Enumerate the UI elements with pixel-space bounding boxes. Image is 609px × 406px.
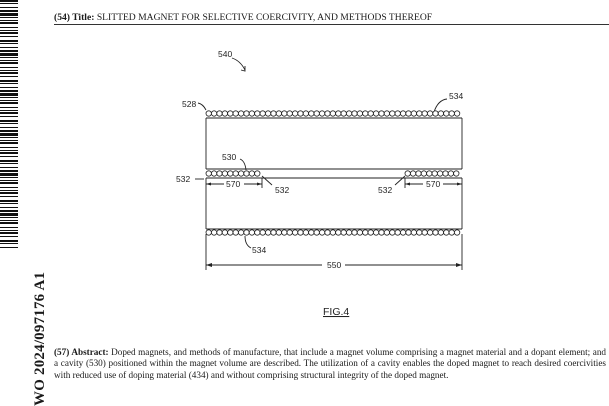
magnetic-bead bbox=[357, 230, 362, 235]
header-rule bbox=[54, 24, 609, 25]
magnetic-bead bbox=[282, 230, 287, 235]
barcode-bar bbox=[0, 60, 18, 61]
barcode-bar bbox=[0, 13, 18, 16]
barcode-bar bbox=[0, 187, 18, 188]
magnetic-bead bbox=[363, 111, 368, 116]
label-534-bottom: 534 bbox=[252, 245, 267, 255]
barcode-bar bbox=[0, 30, 18, 31]
magnetic-bead bbox=[406, 111, 411, 116]
magnetic-bead bbox=[314, 230, 319, 235]
barcode-bar bbox=[0, 83, 18, 84]
barcode-bar bbox=[0, 90, 18, 92]
barcode-bar bbox=[0, 220, 18, 221]
barcode-bar bbox=[0, 80, 18, 82]
magnetic-bead bbox=[390, 230, 395, 235]
barcode-bar bbox=[0, 230, 18, 231]
barcode bbox=[0, 0, 24, 248]
magnetic-bead bbox=[422, 111, 427, 116]
barcode-bar bbox=[0, 22, 18, 24]
magnetic-bead bbox=[454, 230, 459, 235]
barcode-bar bbox=[0, 72, 18, 74]
magnetic-bead bbox=[298, 230, 303, 235]
magnetic-bead bbox=[454, 111, 459, 116]
barcode-bar bbox=[0, 130, 18, 132]
barcode-bar bbox=[0, 53, 18, 56]
barcode-bar bbox=[0, 70, 18, 71]
magnetic-bead bbox=[432, 171, 437, 176]
magnetic-bead bbox=[265, 111, 270, 116]
dim-570-right-arrow-a bbox=[405, 183, 410, 186]
magnetic-bead bbox=[325, 111, 330, 116]
title-line bbox=[54, 12, 432, 23]
barcode-bar bbox=[0, 152, 18, 154]
magnetic-bead bbox=[319, 230, 324, 235]
magnetic-bead bbox=[346, 230, 351, 235]
barcode-bar bbox=[0, 232, 18, 234]
barcode-bar bbox=[0, 3, 18, 4]
magnetic-bead bbox=[341, 230, 346, 235]
barcode-bar bbox=[0, 100, 18, 101]
barcode-bar bbox=[0, 142, 18, 144]
dim-570-left-arrow-b bbox=[257, 183, 262, 186]
magnetic-bead bbox=[444, 111, 449, 116]
magnetic-bead bbox=[292, 230, 297, 235]
barcode-bar bbox=[0, 156, 18, 157]
barcode-bar bbox=[0, 76, 18, 77]
magnetic-bead bbox=[222, 171, 227, 176]
magnetic-bead bbox=[211, 171, 216, 176]
magnetic-bead bbox=[395, 230, 400, 235]
magnetic-bead bbox=[443, 171, 448, 176]
magnetic-bead bbox=[427, 171, 432, 176]
magnetic-bead bbox=[249, 111, 254, 116]
magnetic-bead bbox=[336, 230, 341, 235]
dim-550-arrow-left bbox=[206, 263, 212, 267]
bead-row-top bbox=[206, 111, 460, 116]
barcode-bar bbox=[0, 93, 18, 96]
barcode-bar bbox=[0, 107, 18, 108]
barcode-bar bbox=[0, 137, 18, 138]
magnetic-bead bbox=[433, 111, 438, 116]
magnetic-bead bbox=[390, 111, 395, 116]
magnetic-bead bbox=[449, 230, 454, 235]
magnetic-bead bbox=[217, 230, 222, 235]
dim-550-arrow-right bbox=[456, 263, 462, 267]
barcode-bar bbox=[0, 217, 18, 218]
magnetic-bead bbox=[395, 111, 400, 116]
magnetic-bead bbox=[255, 111, 260, 116]
magnetic-bead bbox=[379, 111, 384, 116]
magnetic-bead bbox=[228, 171, 233, 176]
title-code: (54) Title: bbox=[54, 12, 95, 23]
magnetic-bead bbox=[384, 111, 389, 116]
magnetic-bead bbox=[373, 111, 378, 116]
magnetic-bead bbox=[448, 171, 453, 176]
magnetic-bead bbox=[244, 171, 249, 176]
barcode-bar bbox=[0, 20, 18, 21]
barcode-bar bbox=[0, 0, 18, 2]
magnetic-bead bbox=[271, 230, 276, 235]
magnetic-bead bbox=[346, 111, 351, 116]
magnetic-bead bbox=[319, 111, 324, 116]
magnetic-bead bbox=[287, 230, 292, 235]
magnetic-bead bbox=[222, 230, 227, 235]
barcode-bar bbox=[0, 123, 18, 124]
barcode-bar bbox=[0, 110, 18, 111]
barcode-bar bbox=[0, 147, 18, 148]
dim-570-left-arrow-a bbox=[206, 183, 211, 186]
barcode-bar bbox=[0, 227, 18, 228]
barcode-bar bbox=[0, 47, 18, 48]
magnetic-bead bbox=[244, 111, 249, 116]
barcode-bar bbox=[0, 177, 18, 178]
magnetic-bead bbox=[211, 230, 216, 235]
arrow-540 bbox=[232, 58, 245, 70]
magnetic-bead bbox=[292, 111, 297, 116]
magnetic-bead bbox=[309, 230, 314, 235]
barcode-graphic bbox=[0, 0, 24, 248]
magnetic-bead bbox=[417, 111, 422, 116]
barcode-bar bbox=[0, 236, 18, 237]
magnetic-bead bbox=[314, 111, 319, 116]
magnetic-bead bbox=[309, 111, 314, 116]
magnetic-bead bbox=[454, 171, 459, 176]
magnetic-bead bbox=[368, 230, 373, 235]
barcode-bar bbox=[0, 10, 18, 12]
barcode-bar bbox=[0, 170, 18, 172]
magnetic-bead bbox=[422, 230, 427, 235]
magnetic-bead bbox=[341, 111, 346, 116]
label-532-left: 532 bbox=[176, 174, 191, 184]
barcode-bar bbox=[0, 32, 18, 34]
magnetic-bead bbox=[363, 230, 368, 235]
bead-row-slit-left bbox=[206, 171, 260, 176]
barcode-bar bbox=[0, 210, 18, 212]
barcode-bar bbox=[0, 43, 18, 44]
magnetic-bead bbox=[416, 171, 421, 176]
figure-caption: FIG.4 bbox=[323, 306, 350, 318]
barcode-bar bbox=[0, 50, 18, 52]
leader-528 bbox=[198, 103, 206, 110]
label-530: 530 bbox=[222, 152, 237, 162]
magnetic-bead bbox=[276, 111, 281, 116]
barcode-bar bbox=[0, 240, 18, 242]
magnetic-bead bbox=[233, 230, 238, 235]
publication-number: WO 2024/097176 A1 bbox=[32, 271, 48, 406]
magnetic-bead bbox=[238, 171, 243, 176]
magnetic-bead bbox=[238, 230, 243, 235]
barcode-bar bbox=[0, 213, 18, 216]
magnetic-bead bbox=[303, 111, 308, 116]
magnetic-bead bbox=[206, 111, 211, 116]
label-528: 528 bbox=[182, 99, 197, 109]
magnetic-bead bbox=[276, 230, 281, 235]
magnetic-bead bbox=[211, 111, 216, 116]
magnetic-bead bbox=[206, 230, 211, 235]
leader-532-mid-right bbox=[395, 176, 405, 185]
magnetic-bead bbox=[427, 111, 432, 116]
barcode-bar bbox=[0, 180, 18, 181]
barcode-bar bbox=[0, 160, 18, 162]
magnetic-bead bbox=[421, 171, 426, 176]
magnetic-bead bbox=[255, 171, 260, 176]
barcode-bar bbox=[0, 192, 18, 194]
barcode-bar bbox=[0, 87, 18, 88]
magnetic-bead bbox=[249, 230, 254, 235]
magnetic-bead bbox=[352, 230, 357, 235]
magnetic-bead bbox=[330, 111, 335, 116]
barcode-bar bbox=[0, 57, 18, 58]
barcode-bar bbox=[0, 163, 18, 164]
magnetic-bead bbox=[410, 171, 415, 176]
barcode-bar bbox=[0, 127, 18, 128]
label-540: 540 bbox=[218, 49, 233, 59]
abstract bbox=[54, 347, 606, 381]
barcode-bar bbox=[0, 116, 18, 117]
barcode-bar bbox=[0, 120, 18, 122]
magnetic-bead bbox=[244, 230, 249, 235]
magnetic-bead bbox=[411, 111, 416, 116]
magnetic-bead bbox=[217, 171, 222, 176]
magnetic-bead bbox=[411, 230, 416, 235]
leader-530 bbox=[240, 159, 246, 170]
barcode-bar bbox=[0, 190, 18, 191]
magnetic-bead bbox=[352, 111, 357, 116]
barcode-bar bbox=[0, 112, 18, 114]
barcode-bar bbox=[0, 36, 18, 37]
abstract-code: (57) Abstract: bbox=[54, 347, 109, 357]
magnetic-bead bbox=[228, 230, 233, 235]
magnetic-bead bbox=[330, 230, 335, 235]
magnetic-bead bbox=[287, 111, 292, 116]
barcode-bar bbox=[0, 67, 18, 68]
label-550: 550 bbox=[327, 260, 342, 270]
magnetic-bead bbox=[400, 111, 405, 116]
magnetic-bead bbox=[228, 111, 233, 116]
magnetic-bead bbox=[417, 230, 422, 235]
barcode-bar bbox=[0, 150, 18, 151]
barcode-bar bbox=[0, 7, 18, 8]
magnetic-bead bbox=[373, 230, 378, 235]
magnetic-bead bbox=[238, 111, 243, 116]
magnetic-bead bbox=[271, 111, 276, 116]
bead-row-bottom bbox=[206, 230, 460, 235]
leader-534-bottom bbox=[245, 236, 251, 248]
magnetic-bead bbox=[357, 111, 362, 116]
magnetic-bead bbox=[444, 230, 449, 235]
barcode-bar bbox=[0, 40, 18, 42]
leader-534-top bbox=[434, 99, 447, 112]
barcode-bar bbox=[0, 140, 18, 141]
magnetic-bead bbox=[437, 171, 442, 176]
patent-figure bbox=[170, 40, 480, 330]
magnetic-bead bbox=[449, 111, 454, 116]
barcode-bar bbox=[0, 133, 18, 136]
magnetic-bead bbox=[379, 230, 384, 235]
barcode-bar bbox=[0, 62, 18, 64]
barcode-bar bbox=[0, 243, 18, 244]
barcode-bar bbox=[0, 167, 18, 168]
barcode-bar bbox=[0, 196, 18, 197]
magnetic-bead bbox=[384, 230, 389, 235]
barcode-bar bbox=[0, 247, 18, 248]
barcode-bar bbox=[0, 182, 18, 184]
label-532-mid-left: 532 bbox=[275, 185, 290, 195]
title-text: SLITTED MAGNET FOR SELECTIVE COERCIVITY, AND METHODS THEREOF bbox=[96, 12, 433, 23]
leader-532-mid-left bbox=[262, 176, 272, 185]
magnetic-bead bbox=[217, 111, 222, 116]
magnetic-bead bbox=[255, 230, 260, 235]
magnetic-bead bbox=[368, 111, 373, 116]
magnetic-bead bbox=[249, 171, 254, 176]
magnetic-bead bbox=[438, 230, 443, 235]
magnetic-bead bbox=[298, 111, 303, 116]
magnetic-bead bbox=[336, 111, 341, 116]
magnetic-bead bbox=[406, 230, 411, 235]
label-570-left: 570 bbox=[226, 179, 241, 189]
barcode-bar bbox=[0, 97, 18, 98]
magnetic-bead bbox=[325, 230, 330, 235]
magnetic-bead bbox=[438, 111, 443, 116]
barcode-bar bbox=[0, 102, 18, 104]
bead-row-slit-right bbox=[405, 171, 459, 176]
barcode-bar bbox=[0, 222, 18, 224]
barcode-bar bbox=[0, 27, 18, 28]
magnetic-bead bbox=[233, 171, 238, 176]
magnetic-bead bbox=[427, 230, 432, 235]
magnetic-bead bbox=[206, 171, 211, 176]
magnetic-bead bbox=[405, 171, 410, 176]
magnetic-bead bbox=[260, 111, 265, 116]
barcode-bar bbox=[0, 17, 18, 18]
barcode-bar bbox=[0, 173, 18, 176]
magnetic-bead bbox=[400, 230, 405, 235]
label-532-mid-right: 532 bbox=[378, 185, 393, 195]
magnetic-bead bbox=[282, 111, 287, 116]
magnetic-bead bbox=[222, 111, 227, 116]
magnetic-bead bbox=[260, 230, 265, 235]
label-570-right: 570 bbox=[426, 179, 441, 189]
magnetic-bead bbox=[303, 230, 308, 235]
magnetic-bead bbox=[233, 111, 238, 116]
barcode-bar bbox=[0, 207, 18, 208]
abstract-text: Doped magnets, and methods of manufacture, that include a magnet volume comprising a magnet material and a dopant element; and a cavity (530) positioned within the magnet volume are described. The utilization of a cavity enables the doped magnet to reach desired coercivities with reduced use of doping material (434) and without comprising structural integrity of the doped magnet. bbox=[54, 347, 607, 380]
barcode-bar bbox=[0, 203, 18, 204]
magnetic-bead bbox=[433, 230, 438, 235]
barcode-bar bbox=[0, 200, 18, 202]
label-534-top: 534 bbox=[449, 91, 464, 101]
magnetic-bead bbox=[265, 230, 270, 235]
dim-570-right-arrow-b bbox=[457, 183, 462, 186]
